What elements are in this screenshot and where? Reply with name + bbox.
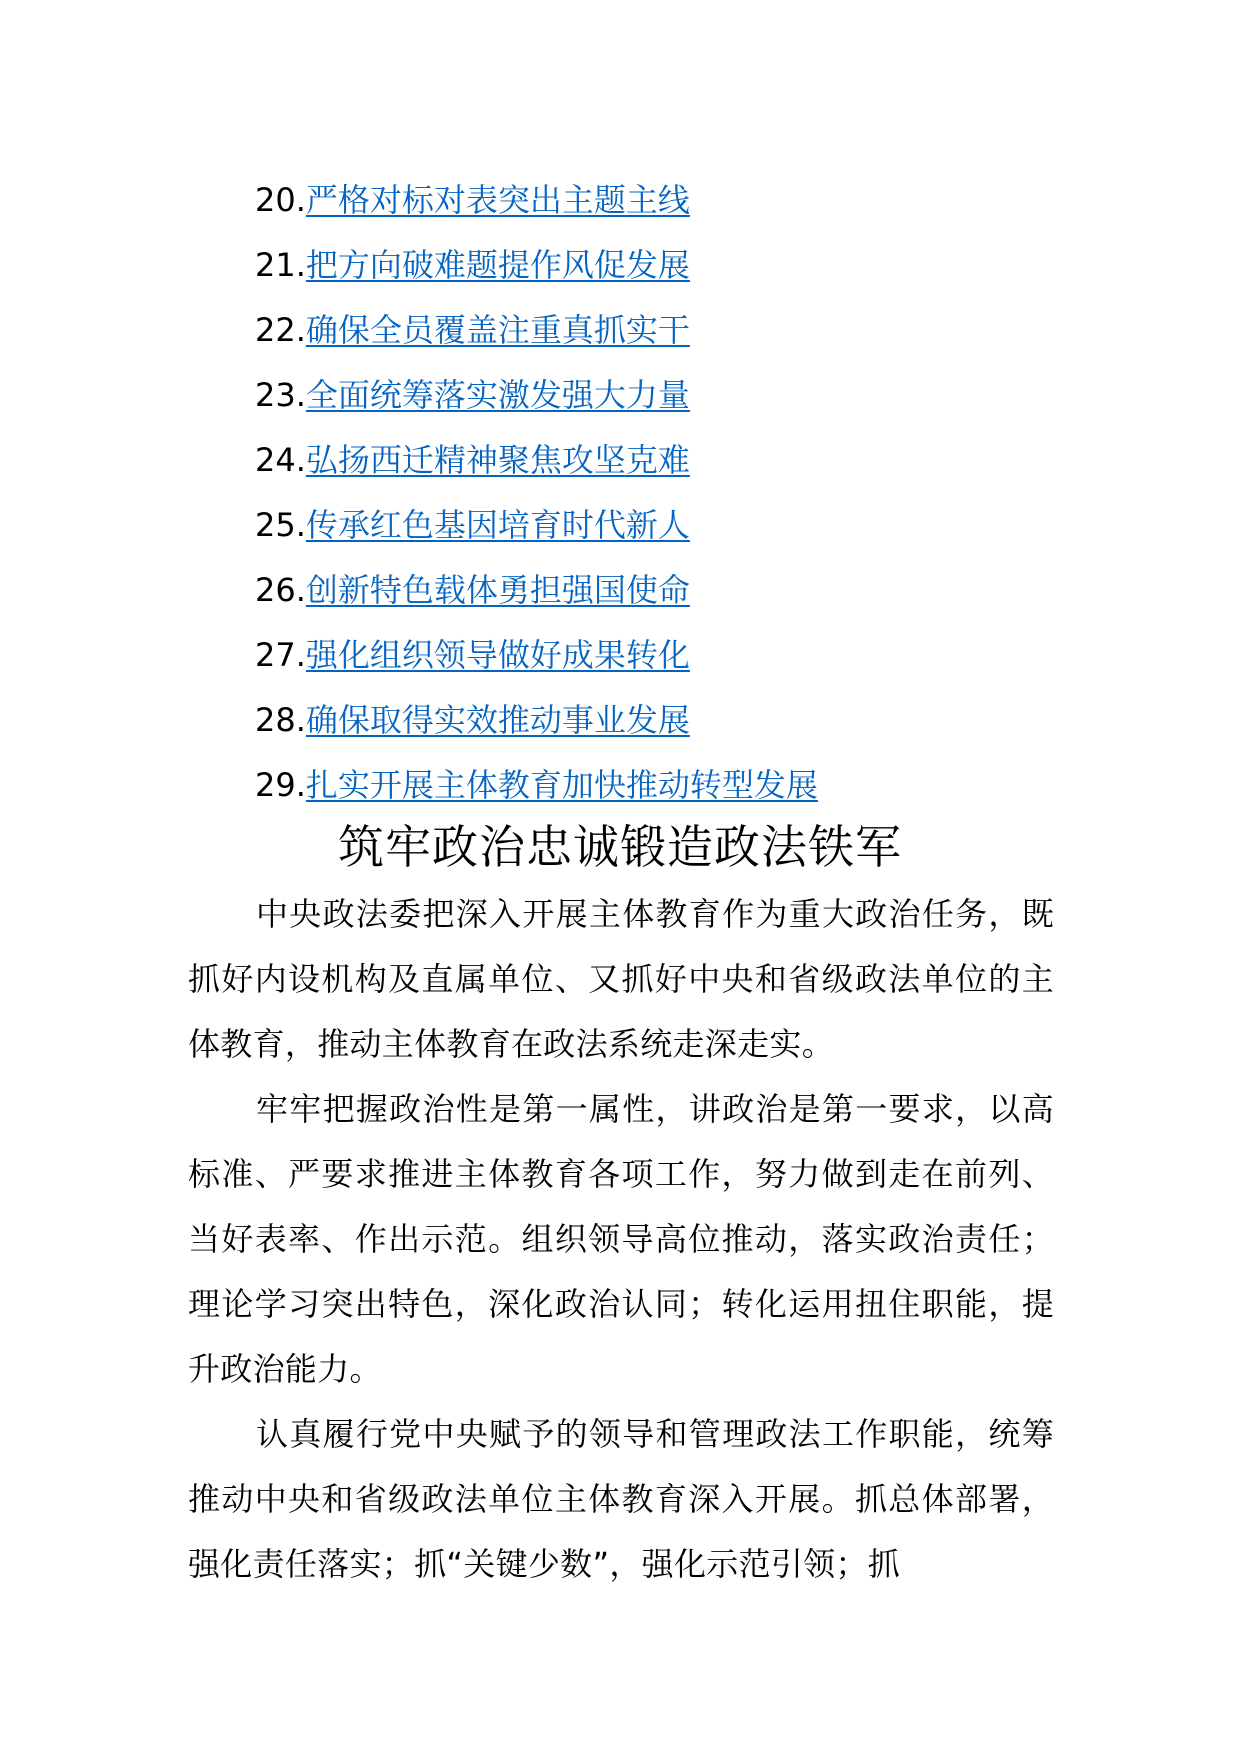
toc-link-25[interactable]: 传承红色基因培育时代新人 [305,506,690,544]
toc-item-21 [255,233,818,298]
toc-link-23[interactable]: 全面统筹落实激发强大力量 [305,376,690,414]
toc-item-29 [255,753,818,818]
toc-number: 23. [255,376,306,414]
toc-number: 26. [255,571,306,609]
paragraph: 中央政法委把深入开展主体教育作为重大政治任务，既抓好内设机构及直属单位、又抓好中央和省级政法单位的主体教育，推动主体教育在政法系统走深走实。 [188,895,1054,1063]
toc-item-28 [255,688,818,753]
toc-link-27[interactable]: 强化组织领导做好成果转化 [305,636,690,674]
toc-number: 21. [255,246,306,284]
toc-item-20 [255,168,818,233]
paragraph: 认真履行党中央赋予的领导和管理政法工作职能，统筹推动中央和省级政法单位主体教育深入开展。抓总体部署，强化责任落实；抓“关键少数”，强化示范引领；抓 [188,1415,1054,1583]
toc-link-28[interactable]: 确保取得实效推动事业发展 [305,701,690,739]
article-title: 筑牢政治忠诚锻造政法铁军 [338,820,902,874]
toc-number: 20. [255,181,306,219]
toc-link-29[interactable]: 扎实开展主体教育加快推动转型发展 [305,766,818,804]
toc-number: 22. [255,311,306,349]
toc-number: 29. [255,766,306,804]
toc-number: 25. [255,506,306,544]
toc-link-20[interactable]: 严格对标对表突出主题主线 [305,181,690,219]
toc-item-23 [255,363,818,428]
table-of-contents [255,168,818,818]
toc-number: 27. [255,636,306,674]
toc-item-27 [255,623,818,688]
toc-number: 24. [255,441,306,479]
toc-number: 28. [255,701,306,739]
paragraph: 牢牢把握政治性是第一属性，讲政治是第一要求，以高标准、严要求推进主体教育各项工作，努力做到走在前列、当好表率、作出示范。组织领导高位推动，落实政治责任；理论学习突出特色，深化政治认同；转化运用扭住职能，提升政治能力。 [188,1090,1054,1388]
toc-item-25 [255,493,818,558]
toc-link-22[interactable]: 确保全员覆盖注重真抓实干 [305,311,690,349]
toc-link-21[interactable]: 把方向破难题提作风促发展 [305,246,690,284]
toc-item-24 [255,428,818,493]
toc-item-26 [255,558,818,623]
article-body [188,882,1054,1597]
toc-item-22 [255,298,818,363]
toc-link-26[interactable]: 创新特色载体勇担强国使命 [305,571,690,609]
toc-link-24[interactable]: 弘扬西迁精神聚焦攻坚克难 [305,441,690,479]
